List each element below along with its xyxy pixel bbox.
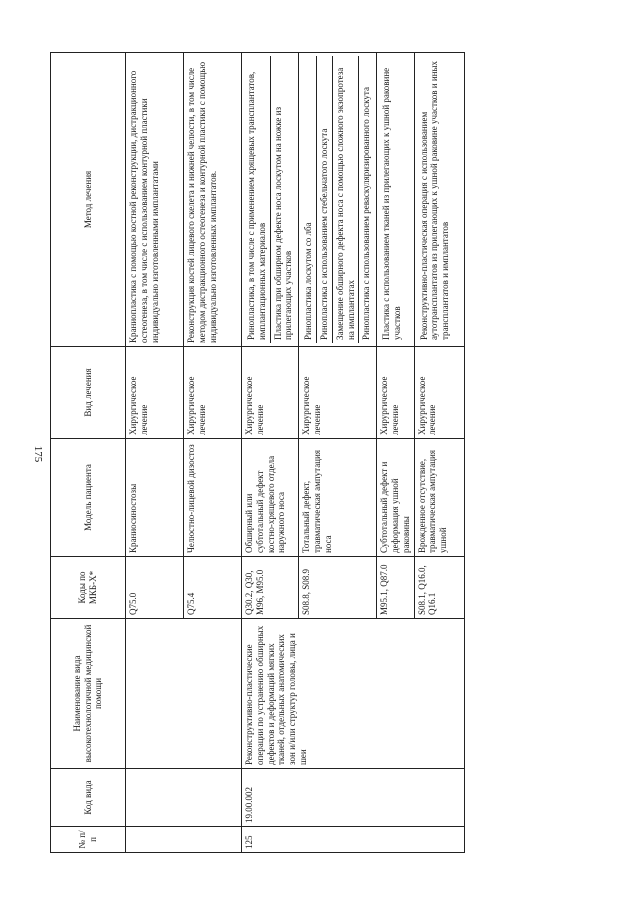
cell-type: Хирургическое лечение — [184, 346, 242, 438]
cell-code-empty — [126, 768, 242, 826]
header-name: Наименование вида высокотехнологичной медицинской помощи — [51, 618, 126, 768]
cell-model: Обширный или субтотальный дефект костно-хрящевого отдела наружного носа — [242, 438, 299, 556]
table-row — [242, 52, 299, 852]
cell-method: Реконструкция костей лицевого скелета и нижней челюсти, в том числе методом дистракционного остеогенеза и контурной пластики с помощью индивидуально изготовленных имплантатов. — [184, 52, 242, 346]
cell-model: Тотальный дефект, травматическая ампутация носа — [299, 438, 377, 556]
cell-method: Краниопластика с помощью костной реконструкции, дистракционного остеогенеза, в том числе с использованием контурной пластики индивидуально изготовленными имплантатами — [126, 52, 184, 346]
cell-model: Челюстно-лицевой дизостоз — [184, 438, 242, 556]
cell-icd: Q30.2, Q30, M96, M95.0 — [242, 556, 299, 618]
method-item: Пластика с использованием тканей из прилегающих к ушной раковине участков — [381, 67, 402, 340]
header-method: Метод лечения — [51, 52, 126, 346]
cell-name: Реконструктивно-пластические операции по устранению обширных дефектов и деформаций мягких тканей, отдельных анатомических зон и/или структур головы, лица и шеи — [242, 618, 465, 768]
cell-icd: Q75.0 — [126, 556, 184, 618]
method-item: Ринопластика с использованием стебельчатого лоскута — [317, 56, 333, 343]
cell-method-group — [242, 52, 299, 346]
header-num: № п/п — [51, 826, 126, 852]
header-code: Код вида — [51, 768, 126, 826]
cell-type: Хирургическое лечение — [242, 346, 299, 438]
method-item: Пластика при обширном дефекте носа лоскутом на ножке из прилегающих участков — [272, 106, 294, 340]
cell-icd: S08.1, Q16.0, Q16.1 — [414, 556, 464, 618]
cell-type: Хирургическое лечение — [299, 346, 377, 438]
cell-code: 19.00.002 — [242, 768, 465, 826]
rotated-page-content — [50, 53, 590, 853]
cell-icd: S08.8, S08.9 — [299, 556, 377, 618]
cell-method-group — [414, 52, 464, 346]
page-number: 175 — [32, 445, 44, 463]
header-model: Модель пациента — [51, 438, 126, 556]
table-header-row — [51, 52, 126, 852]
cell-icd: Q75.4 — [184, 556, 242, 618]
cell-type: Хирургическое лечение — [377, 346, 414, 438]
cell-method-group — [377, 52, 414, 346]
cell-method-group — [299, 52, 377, 346]
cell-model: Краниосиностозы — [126, 438, 184, 556]
cell-name-empty — [126, 618, 242, 768]
method-item: Реконструктивно-пластическая операция с использованием аутотрансплантатов из прилегающих к ушной раковине участков и иных трансплантатов и имплантатов — [418, 60, 451, 340]
header-icd: Коды по МКБ-Х* — [51, 556, 126, 618]
method-item: Ринопластика с использованием реваскуляризированного лоскута — [361, 86, 372, 340]
cell-model: Врожденное отсутствие, травматическая ампутация ушной — [414, 438, 464, 556]
cell-num: 125 — [242, 826, 465, 852]
method-item: Ринопластика, в том числе с применением хрящевых трансплантатов, имплантационных материалов — [244, 56, 271, 343]
cell-icd: M95.1, Q87.0 — [377, 556, 414, 618]
cell-num-empty — [126, 826, 242, 852]
cell-model: Субтотальный дефект и деформация ушной раковины — [377, 438, 414, 556]
method-item: Ринопластика лоскутом со лба — [301, 56, 317, 343]
cell-type: Хирургическое лечение — [414, 346, 464, 438]
header-type: Вид лечения — [51, 346, 126, 438]
vmp-table — [50, 52, 465, 853]
cell-type: Хирургическое лечение — [126, 346, 184, 438]
method-item: Замещение обширного дефекта носа с помощью сложного экзопротеза на имплантатах — [333, 56, 360, 343]
table-row — [126, 52, 184, 852]
